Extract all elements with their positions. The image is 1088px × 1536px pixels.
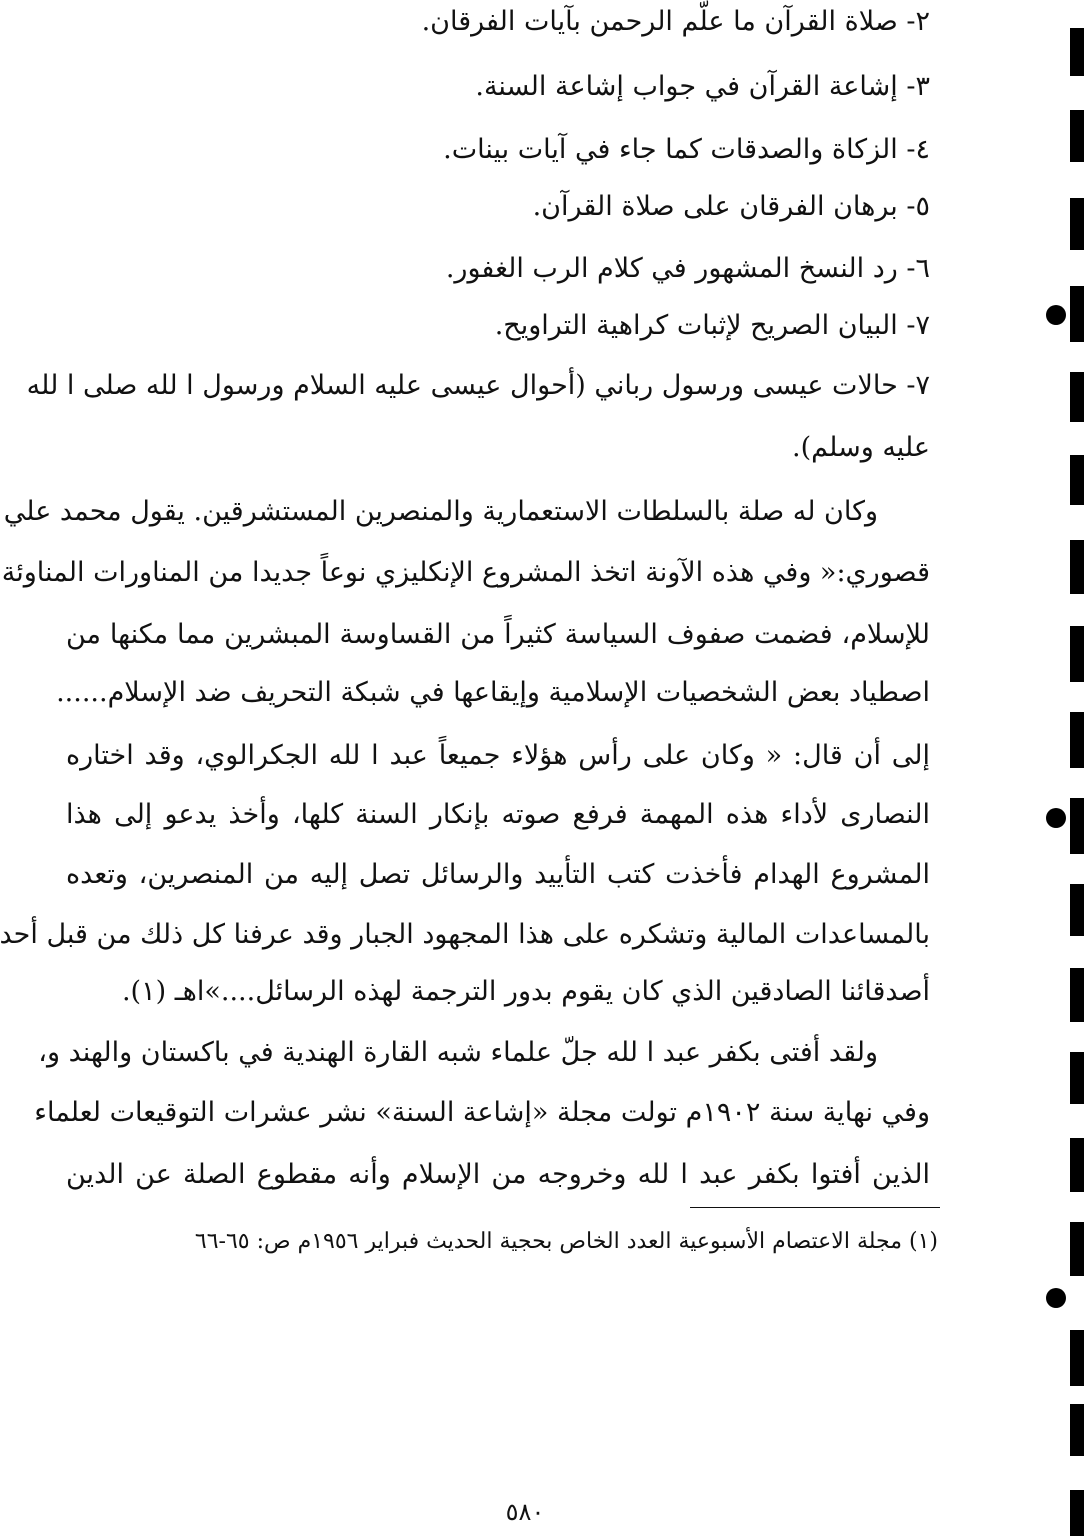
footnote-separator: [690, 1207, 940, 1208]
binding-edge: [1048, 0, 1088, 1536]
paragraph-1-line-3: للإسلام، فضمت صفوف السياسة كثيراً من القساوسة المبشرين مما مكنها من: [66, 619, 930, 650]
paragraph-1-line-7: المشروع الهدام فأخذت كتب التأييد والرسائل تصل إليه من المنصرين، وتعده: [66, 859, 930, 890]
paragraph-1-line-5: إلى أن قال: « وكان على رأس هؤلاء جميعاً عبد ا لله الجكرالوي، وقد اختاره: [66, 740, 930, 771]
paragraph-1-line-6: النصارى لأداء هذه المهمة فرفع صوته بإنكار السنة كلها، وأخذ يدعو إلى هذا: [66, 799, 930, 830]
list-item-4: ٤- الزكاة والصدقات كما جاء في آيات بينات.: [443, 134, 930, 165]
paragraph-1-line-2: قصوري:« وفي هذه الآونة اتخذ المشروع الإنكليزي نوعاً جديدا من المناورات المناوئة: [1, 557, 930, 588]
paragraph-2-line-2: وفي نهاية سنة ١٩٠٢م تولت مجلة «إشاعة السنة» نشر عشرات التوقيعات لعلماء: [34, 1097, 930, 1128]
list-item-7b-continued: عليه وسلم).: [792, 432, 930, 463]
list-item-2: ٢- صلاة القرآن ما علّم الرحمن بآيات الفرقان.: [421, 6, 930, 37]
paragraph-1-line-1: وكان له صلة بالسلطات الاستعمارية والمنصرين المستشرقين. يقول محمد علي: [3, 496, 878, 527]
list-item-7b: ٧- حالات عيسى ورسول رباني (أحوال عيسى عليه السلام ورسول ا لله صلى ا لله: [26, 370, 930, 401]
list-item-7a: ٧- البيان الصريح لإثبات كراهية التراويح.: [494, 310, 930, 341]
paragraph-2-line-1: ولقد أفتى بكفر عبد ا لله جلّ علماء شبه القارة الهندية في باكستان والهند و،: [38, 1037, 878, 1068]
paragraph-2-line-3: الذين أفتوا بكفر عبد ا لله وخروجه من الإسلام وأنه مقطوع الصلة عن الدين: [66, 1159, 930, 1190]
paragraph-1-line-9: أصدقائنا الصادقين الذي كان يقوم بدور الترجمة لهذه الرسائل....»اهـ (١).: [121, 976, 930, 1007]
paragraph-1-line-8: بالمساعدات المالية وتشكره على هذا المجهود الجبار وقد عرفنا كل ذلك من قبل أحد: [0, 919, 930, 950]
list-item-5: ٥- برهان الفرقان على صلاة القرآن.: [532, 191, 930, 222]
page-number: ٥٨٠: [505, 1498, 545, 1526]
list-item-6: ٦- رد النسخ المشهور في كلام الرب الغفور.: [445, 253, 930, 284]
list-item-3: ٣- إشاعة القرآن في جواب إشاعة السنة.: [475, 71, 930, 102]
footnote: (١) مجلة الاعتصام الأسبوعية العدد الخاص بحجية الحديث فبراير ١٩٥٦م ص: ٦٥-٦٦: [194, 1229, 938, 1254]
paragraph-1-line-4: اصطياد بعض الشخصيات الإسلامية وإيقاعها في شبكة التحريف ضد الإسلام......: [56, 677, 930, 708]
